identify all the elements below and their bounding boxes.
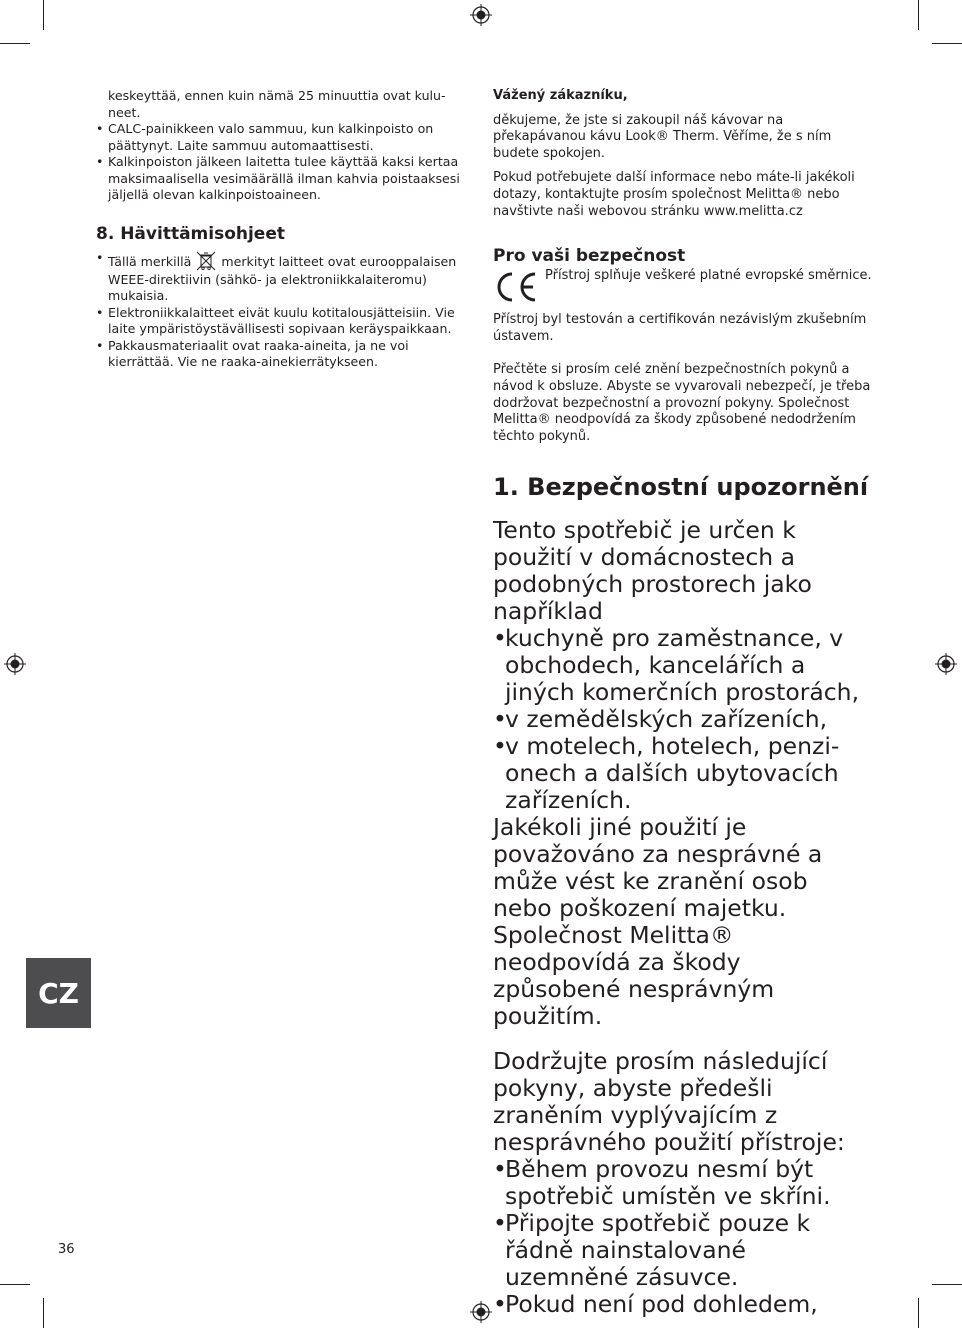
crop-mark xyxy=(932,43,962,44)
list-item: • Pokud není pod dohledem, xyxy=(493,1291,873,1318)
left-column xyxy=(96,88,468,371)
intro-paragraph-2: Pokud potřebujete další informace nebo máte-li jakékoli dotazy, kontaktujte prosím společnost Melitta® nebo navštivte naši webovou stránku www.melitta.cz xyxy=(493,170,855,219)
list-item: • Kalkinpoiston jälkeen laitetta tulee käyttää kaksi kertaa maksimaalisella vesimäärällä ilman kahvia poistaaksesi jäljellä olevan kalkinpoistoaineen. xyxy=(96,154,468,204)
intro-paragraph-1: děkujeme, že jste si zakoupil náš kávovar na překapávanou kávu Look® Therm. Věříme, že s ním budete spokojen. xyxy=(493,112,832,161)
list-item: • kuchyně pro zaměstnance, v obchodech, kancelářích a jiných komerčních prostorách, xyxy=(493,625,873,706)
crop-mark xyxy=(918,0,919,30)
page-number: 36 xyxy=(58,1242,75,1257)
instructions-intro: Dodržujte prosím následující pokyny, abyste předešli zraněním vyplývajícím z nesprávného použití přístroje: xyxy=(493,1047,845,1157)
ce-text: Přístroj splňuje veškeré platné evropské směrnice. xyxy=(545,268,872,284)
list-item-weee xyxy=(96,250,468,305)
registration-mark-icon xyxy=(4,653,26,675)
bullet-list-disposal xyxy=(96,250,468,371)
registration-mark-icon xyxy=(935,653,957,675)
registration-mark-icon xyxy=(470,1301,492,1323)
language-tab: CZ xyxy=(26,958,91,1028)
weee-bin-icon xyxy=(195,250,217,272)
list-item: • Pakkausmateriaalit ovat raaka-aineita, ja ne voi kierrättää. Vie ne raaka-ainekierrätykseen. xyxy=(96,338,468,371)
weee-text-before: Tällä merkillä xyxy=(108,253,192,269)
section-title-disposal: 8. Hävittämisohjeet xyxy=(96,223,285,244)
instructions-bullets xyxy=(493,1156,873,1318)
ce-mark-icon xyxy=(493,270,539,304)
weee-text-after: merkityt laitteet ovat eurooppalaisen WEEE-direktiivin (sähkö- ja elektroniikkalaiteromu) mukaisia. xyxy=(108,253,457,303)
list-item: • Elektroniikkalaitteet eivät kuulu kotitalousjätteisiin. Vie laite ympäristöystävällisesti sopivaan keräyspaikkaan. xyxy=(96,305,468,338)
continuation-text: keskeyttää, ennen kuin nämä 25 minuuttia ovat kulu-neet. xyxy=(108,88,446,120)
crop-mark xyxy=(0,43,30,44)
usage-block xyxy=(493,517,873,1030)
list-item: • CALC-painikkeen valo sammuu, kun kalkinpoisto on päättynyt. Laite sammuu automaattisesti. xyxy=(96,121,468,154)
registration-mark-icon xyxy=(470,4,492,26)
right-column xyxy=(493,88,873,1318)
crop-mark xyxy=(43,0,44,30)
section-title-safety: 1. Bezpečnostní upozornění xyxy=(493,473,869,502)
usage-warning: Jakékoli jiné použití je považováno za nesprávné a může vést ke zranění osob nebo poškození majetku. Společnost Melitta® neodpovídá za škody způsobené nesprávným použitím. xyxy=(493,813,823,1031)
crop-mark xyxy=(918,1298,919,1328)
greeting: Vážený zákazníku, xyxy=(493,88,628,103)
list-item: • Připojte spotřebič pouze k řádně nainstalované uzemněné zásuvce. xyxy=(493,1210,873,1291)
list-item: • v motelech, hotelech, penzi-onech a dalších ubytovacích zařízeních. xyxy=(493,733,873,814)
bullet-list-top xyxy=(96,121,468,204)
list-item: • v zemědělských zařízeních, xyxy=(493,706,873,733)
instructions-block xyxy=(493,1048,873,1318)
safety-title: Pro vaši bezpečnost xyxy=(493,246,686,267)
ce-row xyxy=(493,270,873,304)
usage-bullets xyxy=(493,625,873,814)
read-instructions-text: Přečtěte si prosím celé znění bezpečnostních pokynů a návod k obsluze. Abyste se vyvarovali nebezpečí, je třeba dodržovat bezpečnostní a provozní pokyny. Společnost Melitta® neodpovídá za škody způsobené nedodržením těchto pokynů. xyxy=(493,362,871,444)
list-item: • Během provozu nesmí být spotřebič umístěn ve skříni. xyxy=(493,1156,873,1210)
usage-intro: Tento spotřebič je určen k použití v domácnostech a podobných prostorech jako například xyxy=(493,516,812,626)
crop-mark xyxy=(0,1284,30,1285)
tested-text: Přístroj byl testován a certifikován nezávislým zkušebním ústavem. xyxy=(493,312,867,344)
crop-mark xyxy=(43,1298,44,1328)
crop-mark xyxy=(932,1284,962,1285)
